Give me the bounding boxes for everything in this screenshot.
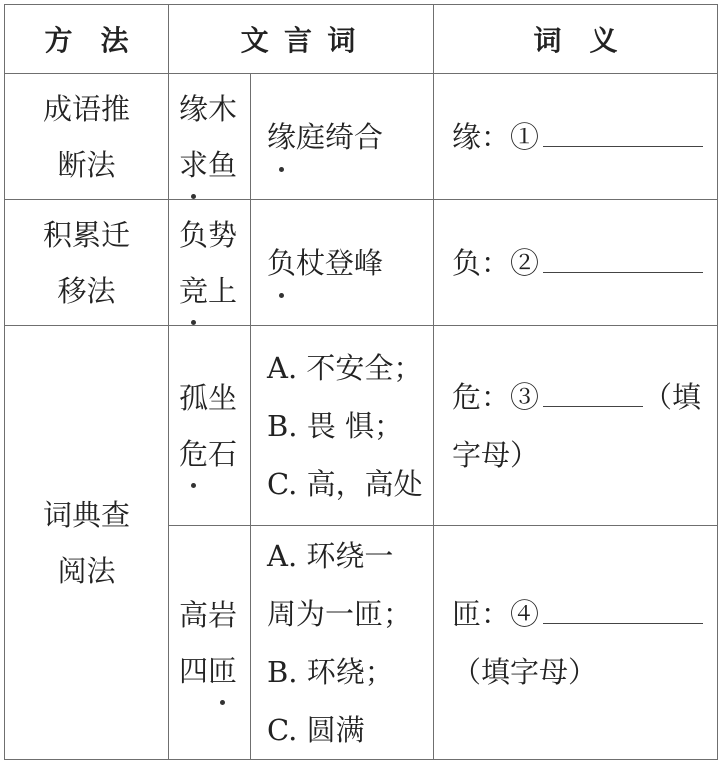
option-line: B. 畏 惧；	[267, 408, 403, 443]
example-text: 庭绮合	[296, 119, 384, 154]
method-line: 积累迁	[42, 217, 130, 252]
method-cell	[5, 326, 169, 760]
idiom-cell	[169, 526, 251, 760]
method-line: 成语推	[42, 91, 130, 126]
answer-blank[interactable]	[543, 593, 703, 624]
option-line: 周为一匝；	[267, 596, 413, 631]
example-cell	[251, 74, 434, 200]
idiom-line	[179, 137, 244, 193]
meaning-char: 负	[452, 245, 482, 280]
idiom-text: 石	[208, 436, 238, 471]
idiom-text: 上	[208, 273, 238, 308]
idiom-line: 负势	[179, 217, 238, 252]
idiom-text: 鱼	[208, 147, 238, 182]
method-line: 移法	[57, 273, 116, 308]
meaning-line	[452, 585, 711, 643]
meaning-line	[452, 368, 711, 426]
emphasis-char: 求	[179, 137, 208, 193]
method-line: 阅法	[57, 553, 116, 588]
meaning-line: 字母）	[452, 437, 540, 472]
option-line: B. 环绕；	[267, 654, 394, 689]
meaning-text: 危：③	[452, 379, 540, 414]
meaning-number: ：②	[481, 245, 540, 280]
table-row	[5, 74, 718, 200]
meaning-cell	[434, 74, 718, 200]
meaning-cell	[434, 526, 718, 760]
option-line: C. 高，高处	[267, 466, 423, 501]
meaning-cell	[434, 200, 718, 326]
method-line: 词典查	[42, 497, 130, 532]
meaning-char: 缘	[452, 119, 482, 154]
idiom-cell	[169, 200, 251, 326]
method-cell	[5, 200, 169, 326]
idiom-line	[179, 643, 244, 699]
option-line: C. 圆满	[267, 712, 365, 747]
answer-blank[interactable]	[543, 116, 703, 147]
idiom-text: 四	[179, 653, 209, 688]
meaning-line: （填字母）	[452, 654, 598, 689]
emphasis-char: 缘	[267, 108, 296, 166]
idiom-line: 高岩	[179, 597, 238, 632]
option-line: A. 不安全；	[267, 350, 423, 385]
table-row	[5, 200, 718, 326]
options-cell	[251, 326, 434, 526]
method-line: 断法	[57, 147, 116, 182]
options-cell	[251, 526, 434, 760]
emphasis-char: 竞	[179, 263, 208, 319]
header-method: 方 法	[5, 5, 169, 74]
meaning-tail: （填	[643, 379, 702, 414]
header-meaning: 词 义	[434, 5, 718, 74]
answer-blank[interactable]	[543, 376, 643, 407]
table-row	[5, 326, 718, 526]
method-cell	[5, 74, 169, 200]
answer-blank[interactable]	[543, 242, 703, 273]
idiom-line	[179, 263, 244, 319]
idiom-line: 缘木	[179, 91, 238, 126]
idiom-cell	[169, 74, 251, 200]
table-header-row	[5, 5, 718, 74]
idiom-cell	[169, 326, 251, 526]
idiom-line	[179, 426, 244, 482]
meaning-text: 匝：④	[452, 596, 540, 631]
header-word: 文言词	[169, 5, 434, 74]
emphasis-char: 负	[267, 234, 296, 292]
meaning-cell	[434, 326, 718, 526]
idiom-line: 孤坐	[179, 380, 238, 415]
emphasis-char: 危	[179, 426, 208, 482]
meaning-number: ：①	[481, 119, 540, 154]
vocabulary-method-table	[4, 4, 718, 760]
example-cell	[251, 200, 434, 326]
emphasis-char: 匝	[208, 643, 237, 699]
example-text: 杖登峰	[296, 245, 384, 280]
option-line: A. 环绕一	[267, 538, 394, 573]
